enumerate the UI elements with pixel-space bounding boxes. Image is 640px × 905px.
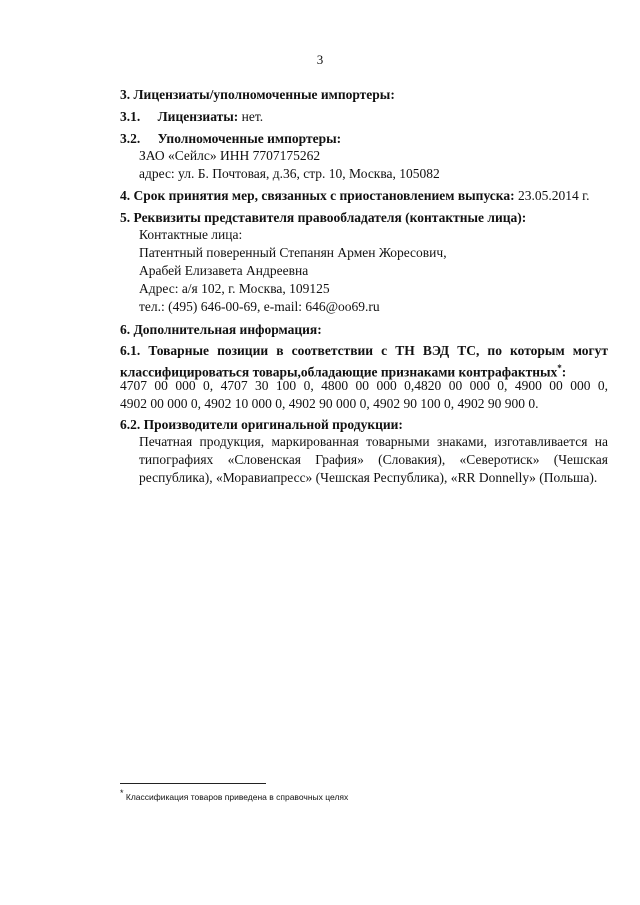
contact-person-2: Арабей Елизавета Андреевна [139, 263, 309, 278]
section-6-1-line-1: 6.1. Товарные позиции в соответствии с ТН ВЭД ТС, по которым могут [120, 343, 608, 358]
section-3-2-label: Уполномоченные импортеры: [157, 131, 342, 146]
footnote [120, 788, 348, 802]
section-3-1-number: 3.1. [120, 109, 141, 124]
footnote-mark: * [120, 788, 124, 798]
section-3-2-number: 3.2. [120, 131, 141, 146]
section-3-1-value: нет. [241, 109, 264, 124]
footnote-text: Классификация товаров приведена в справочных целях [125, 791, 349, 802]
section-4-date: 23.05.2014 г. [518, 188, 590, 203]
contact-phone-email: тел.: (495) 646-00-69, e-mail: 646@oo69.ru [139, 299, 380, 314]
section-3-1 [120, 108, 263, 126]
section-5-heading: 5. Реквизиты представителя правообладателя (контактные лица): [120, 210, 527, 225]
page-number: 3 [316, 52, 324, 67]
section-6-1-text: классифицироваться товары,обладающие признаками контрафактных [120, 364, 558, 380]
section-3-1-label: Лицензиаты: [157, 109, 239, 124]
section-6-2-heading: 6.2. Производители оригинальной продукции: [120, 417, 403, 432]
manufacturers-line-1: Печатная продукция, маркированная товарными знаками, изготавливается на [139, 434, 608, 449]
importer-address: адрес: ул. Б. Почтовая, д.36, стр. 10, Москва, 105082 [139, 166, 440, 181]
section-3-heading: 3. Лицензиаты/уполномоченные импортеры: [120, 87, 395, 102]
manufacturers-line-3: республика), «Моравиапресс» (Чешская Республика), «RR Donnelly» (Польша). [139, 470, 598, 485]
importer-name: ЗАО «Сейлс» ИНН 7707175262 [139, 148, 321, 163]
manufacturers-line-2: типографиях «Словенская Графия» (Словакия), «Северотиск» (Чешская [139, 452, 608, 467]
section-4 [120, 187, 590, 205]
section-3-2 [120, 130, 341, 148]
hs-codes-line-1: 4707 00 000 0, 4707 30 100 0, 4800 00 000 0,4820 00 000 0, 4900 00 000 0, [120, 378, 608, 393]
footnote-reference: * [557, 363, 562, 373]
footnote-separator [120, 783, 266, 784]
section-6-1-line-2: классифицироваться товары,обладающие признаками контрафактных*: [120, 363, 567, 380]
contact-label: Контактные лица: [139, 227, 243, 242]
section-6-heading: 6. Дополнительная информация: [120, 322, 322, 337]
contact-person-1: Патентный поверенный Степанян Армен Жоресович, [139, 245, 447, 260]
contact-address: Адрес: а/я 102, г. Москва, 109125 [139, 281, 330, 296]
hs-codes-line-2: 4902 00 000 0, 4902 10 000 0, 4902 90 000 0, 4902 90 100 0, 4902 90 900 0. [120, 396, 539, 411]
section-4-heading: 4. Срок принятия мер, связанных с приостановлением выпуска: [120, 188, 515, 203]
